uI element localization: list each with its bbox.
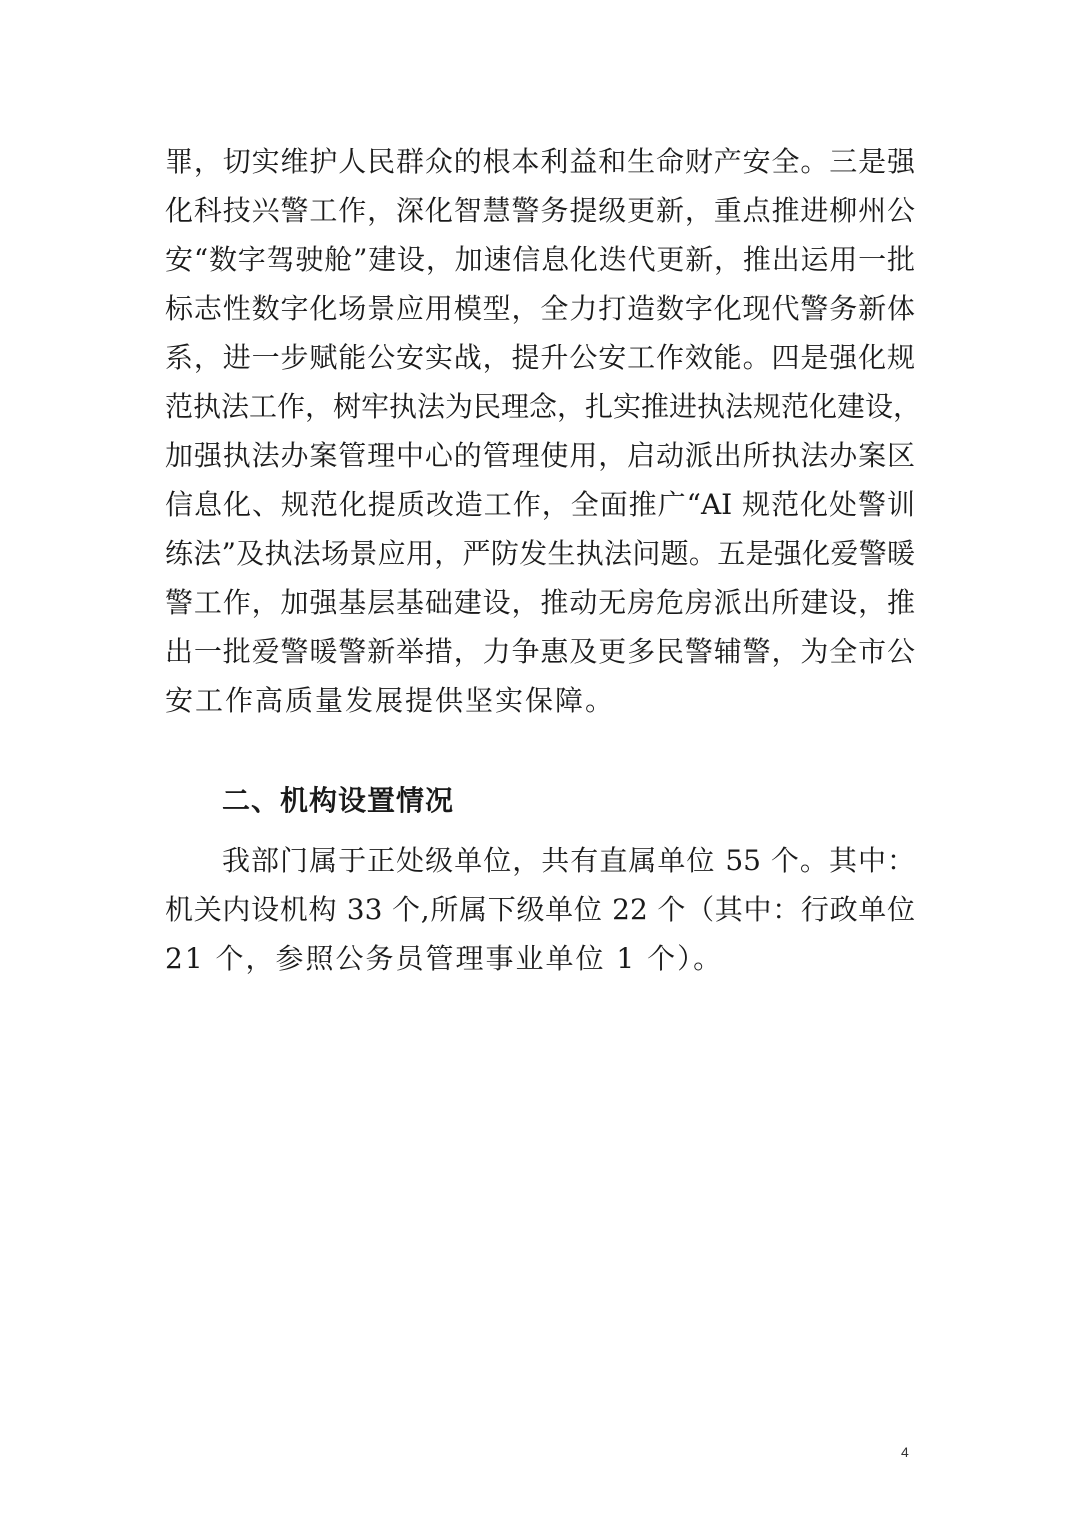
paragraph-line: 机关内设机构 33 个,所属下级单位 22 个（其中：行政单位 (165, 893, 915, 926)
paragraph-line: 范执法工作，树牢执法为民理念，扎实推进执法规范化建设， (165, 390, 922, 423)
paragraph-line: 练法”及执法场景应用，严防发生执法问题。五是强化爱警暖 (165, 537, 915, 570)
page-number: 4 (901, 1444, 909, 1460)
paragraph-line: 21 个，参照公务员管理事业单位 1 个）。 (165, 942, 724, 975)
paragraph-line: 我部门属于正处级单位，共有直属单位 55 个。其中： (222, 844, 915, 877)
paragraph-line: 标志性数字化场景应用模型，全力打造数字化现代警务新体 (165, 292, 915, 325)
paragraph-line: 信息化、规范化提质改造工作，全面推广“AI 规范化处警训 (165, 488, 915, 521)
paragraph-line: 罪，切实维护人民群众的根本利益和生命财产安全。三是强 (165, 145, 915, 178)
paragraph-line: 系，进一步赋能公安实战，提升公安工作效能。四是强化规 (165, 341, 915, 374)
paragraph-line: 安“数字驾驶舱”建设，加速信息化迭代更新，推出运用一批 (165, 243, 915, 276)
body-paragraph-continuation (165, 137, 922, 725)
paragraph-line: 出一批爱警暖警新举措，力争惠及更多民警辅警，为全市公 (165, 635, 915, 668)
section-heading: 二、机构设置情况 (222, 784, 455, 817)
paragraph-line: 安工作高质量发展提供坚实保障。 (165, 684, 616, 717)
paragraph-line: 警工作，加强基层基础建设，推动无房危房派出所建设，推 (165, 586, 915, 619)
paragraph-line: 化科技兴警工作，深化智慧警务提级更新，重点推进柳州公 (165, 194, 915, 227)
section-paragraph (165, 836, 915, 983)
paragraph-line: 加强执法办案管理中心的管理使用，启动派出所执法办案区 (165, 439, 915, 472)
